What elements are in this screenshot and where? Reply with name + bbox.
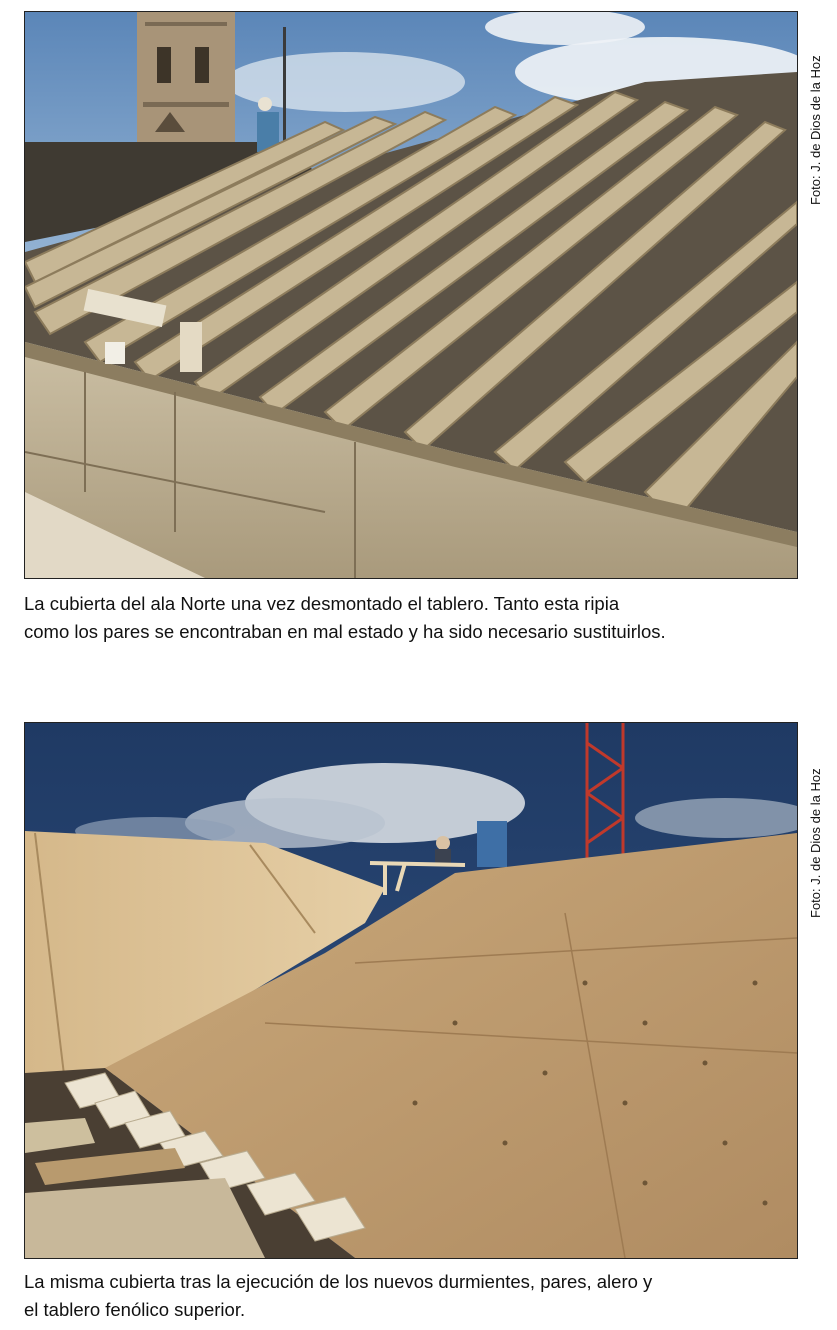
photo-credit: Foto: J. de Dios de la Hoz xyxy=(808,768,823,918)
photo-credit: Foto: J. de Dios de la Hoz xyxy=(808,55,823,205)
figure-caption xyxy=(24,590,814,646)
caption-line: La misma cubierta tras la ejecución de los nuevos durmientes, pares, alero y xyxy=(24,1271,653,1292)
photo-new-roof-board xyxy=(24,722,798,1259)
caption-line: La cubierta del ala Norte una vez desmontado el tablero. Tanto esta ripia xyxy=(24,593,620,614)
photo-old-roof-rafters xyxy=(24,11,798,579)
figure-caption xyxy=(24,1268,814,1324)
caption-line: como los pares se encontraban en mal estado y ha sido necesario sustituirlos. xyxy=(24,621,666,642)
photo-new-roof-illustration xyxy=(25,723,797,1258)
caption-line: el tablero fenólico superior. xyxy=(24,1299,246,1320)
photo-old-roof-illustration xyxy=(25,12,797,578)
